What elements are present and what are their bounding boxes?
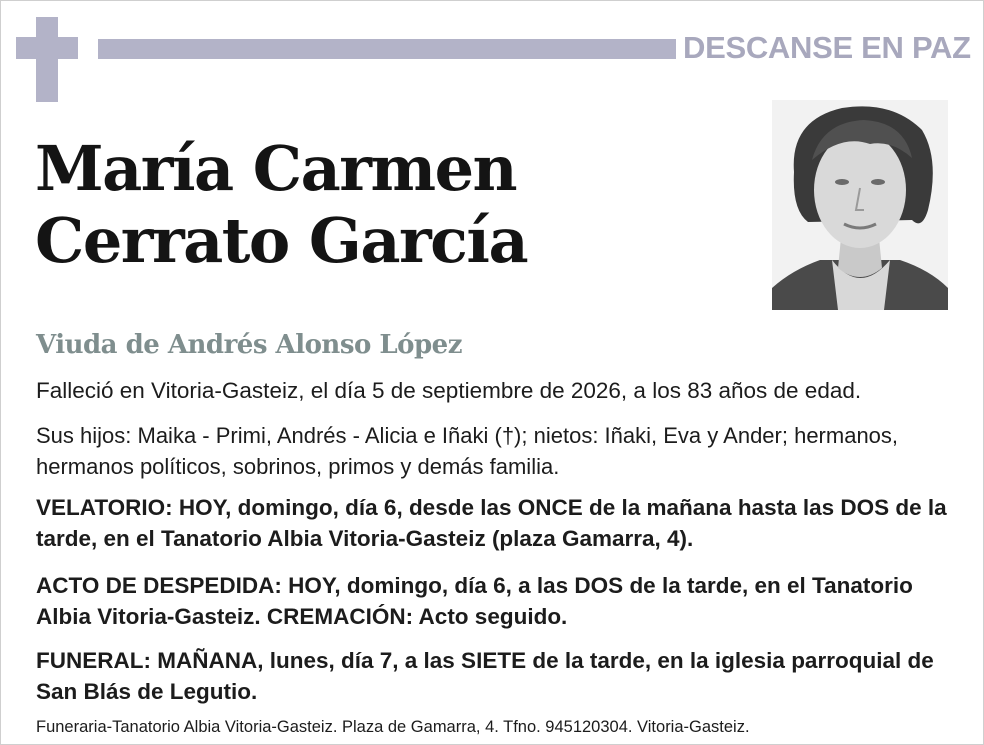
wake-text: VELATORIO: HOY, domingo, día 6, desde las ONCE de la mañana hasta las DOS de la tarde, en el Tanatorio Albia Vitoria-Gasteiz (plaza Gamarra, 4).: [36, 495, 947, 551]
funeral-home-footer: Funeraria-Tanatorio Albia Vitoria-Gasteiz. Plaza de Gamarra, 4. Tfno. 945120304. Vitoria-Gasteiz.: [36, 718, 750, 736]
name-line-1: María Carmen: [35, 132, 517, 205]
family-text: Sus hijos: Maika - Primi, Andrés - Alicia e Iñaki (†); nietos: Iñaki, Eva y Ander; hermanos, hermanos políticos, sobrinos, primos y demás familia.: [36, 423, 899, 479]
farewell-text: ACTO DE DESPEDIDA: HOY, domingo, día 6, a las DOS de la tarde, en el Tanatorio Albia Vitoria-Gasteiz. CREMACIÓN: Acto seguido.: [36, 573, 913, 629]
death-notice-text: Falleció en Vitoria-Gasteiz, el día 5 de septiembre de 2026, a los 83 años de edad.: [36, 378, 862, 403]
portrait-photo: [772, 100, 948, 310]
funeral-text: FUNERAL: MAÑANA, lunes, día 7, a las SIETE de la tarde, en la iglesia parroquial de San Blás de Legutio.: [36, 648, 934, 704]
header-label: DESCANSE EN PAZ: [683, 30, 971, 65]
header-bar: [98, 39, 676, 59]
deceased-name: [35, 133, 755, 277]
widow-of-line: Viuda de Andrés Alonso López: [36, 330, 462, 360]
name-line-2: Cerrato García: [35, 204, 528, 277]
